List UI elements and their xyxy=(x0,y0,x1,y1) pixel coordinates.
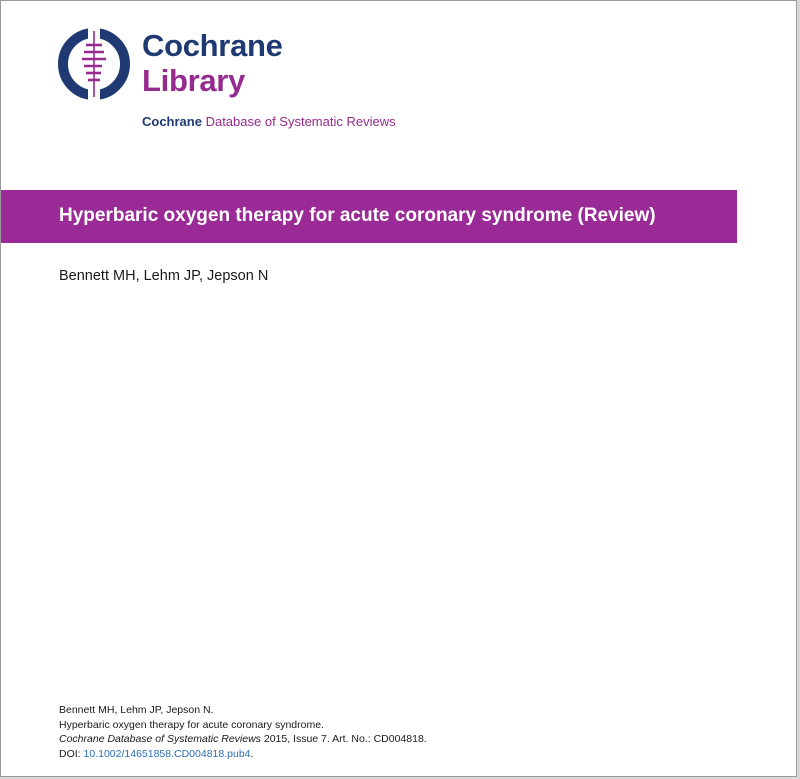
doi-label: DOI: xyxy=(59,747,84,760)
citation-source xyxy=(59,732,427,747)
citation-journal: Cochrane Database of Systematic Reviews xyxy=(59,733,261,745)
brand-name-cochrane: Cochrane xyxy=(142,28,283,63)
citation-issue: 2015, Issue 7. Art. No.: CD004818. xyxy=(260,733,427,745)
review-authors: Bennett MH, Lehm JP, Jepson N xyxy=(59,268,269,284)
citation-title: Hyperbaric oxygen therapy for acute coronary syndrome. xyxy=(59,718,324,731)
cochrane-logo-icon xyxy=(57,27,131,101)
citation-authors: Bennett MH, Lehm JP, Jepson N. xyxy=(59,704,214,716)
doi-suffix: . xyxy=(250,747,254,760)
brand-name-library: Library xyxy=(142,63,245,98)
citation-block xyxy=(59,703,427,761)
citation-doi xyxy=(59,747,427,762)
database-prefix: Cochrane xyxy=(142,114,202,129)
title-banner xyxy=(1,190,737,243)
doi-link[interactable]: 10.1002/14651858.CD004818.pub4 xyxy=(83,747,251,760)
database-name xyxy=(142,115,396,128)
review-title: Hyperbaric oxygen therapy for acute coronary syndrome (Review) xyxy=(59,205,656,226)
database-title: Database of Systematic Reviews xyxy=(201,114,396,129)
